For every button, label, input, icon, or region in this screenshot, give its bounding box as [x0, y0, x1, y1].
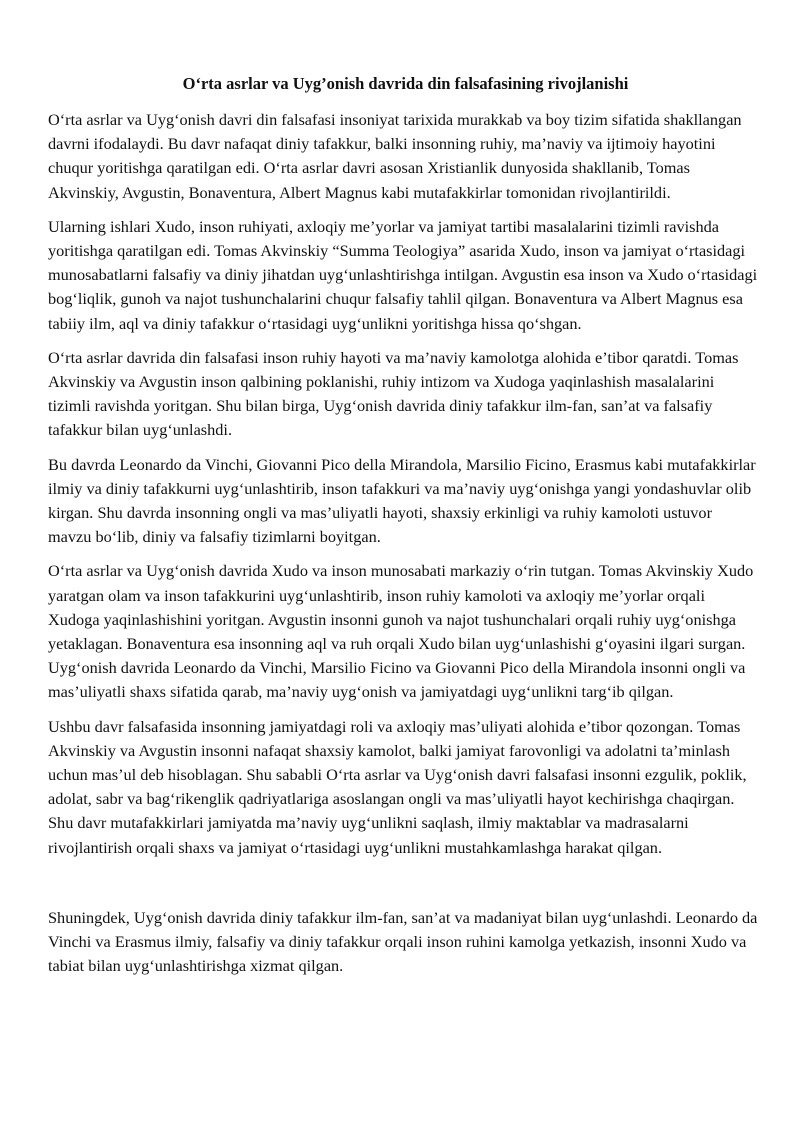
document-title: O‘rta asrlar va Uyg’onish davrida din falsafasining rivojlanishi — [182, 74, 629, 93]
document-page — [48, 72, 758, 989]
paragraph-3: O‘rta asrlar davrida din falsafasi inson ruhiy hayoti va ma’naviy kamolotga alohida e’tibor qaratdi. Tomas Akvinskiy va Avgustin inson qalbining poklanishi, ruhiy intizom va Xudoga yaqinlashish masalalarini tizimli ravishda yoritgan. Shu bilan birga, Uyg‘onish davrida diniy tafakkur ilm-fan, san’at va falsafiy tafakkur bilan uyg‘unlashdi. — [48, 347, 739, 440]
paragraph-6: Ushbu davr falsafasida insonning jamiyatdagi roli va axloqiy mas’uliyati alohida e’tibor qozongan. Tomas Akvinskiy va Avgustin insonni nafaqat shaxsiy kamolot, balki jamiyat farovonligi va adolatni ta’minlash uchun mas’ul deb hisoblagan. Shu sababli O‘rta asrlar va Uyg‘onish davri falsafasi insonni ezgulik, poklik, adolat, sabr va bag‘rikenglik qadriyatlariga asoslangan ongli va mas’uliyatli hayot kechirishga chaqirgan. Shu davr mutafakkirlari jamiyatda ma’naviy uyg‘unlikni saqlash, ilmiy maktablar va madrasalarni rivojlantirish orqali shaxs va jamiyat o‘rtasidagi uyg‘unlikni mustahkamlashga harakat qilgan. — [48, 716, 747, 857]
paragraph-4: Bu davrda Leonardo da Vinchi, Giovanni Pico della Mirandola, Marsilio Ficino, Erasmus kabi mutafakkirlar ilmiy va diniy tafakkurni uyg‘unlashtirib, inson tafakkuri va ma’naviy uyg‘onishga yangi yondashuvlar olib kirgan. Shu davrda insonning ongli va mas’uliyatli hayoti, shaxsiy erkinligi va ruhiy kamoloti ustuvor mavzu bo‘lib, diniy va falsafiy tizimlarni boyitgan. — [48, 454, 756, 547]
paragraph-2: Ularning ishlari Xudo, inson ruhiyati, axloqiy me’yorlar va jamiyat tartibi masalalarini tizimli ravishda yoritishga qaratilgan edi. Tomas Akvinskiy “Summa Teologiya” asarida Xudo, inson va jamiyat o‘rtasidagi munosabatlarni falsafiy va diniy jihatdan uyg‘unlashtirishga intilgan. Avgustin esa inson va Xudo o‘rtasidagi bog‘liqlik, gunoh va najot tushunchalarini chuqur falsafiy tahlil qilgan. Bonaventura va Albert Magnus esa tabiiy ilm, aql va diniy tafakkur o‘rtasidagi uyg‘unlikni yoritishga hissa qo‘shgan. — [48, 216, 758, 333]
paragraph-5: O‘rta asrlar va Uyg‘onish davrida Xudo va inson munosabati markaziy o‘rin tutgan. Tomas Akvinskiy Xudo yaratgan olam va inson tafakkurini uyg‘unlashtirib, inson ruhiy kamoloti va axloqiy me’yorlar orqali Xudoga yaqinlashishini yoritgan. Avgustin insonni gunoh va najot tushunchalari orqali ruhiy uyg‘onishga yetaklagan. Bonaventura esa insonning aql va ruh orqali Xudo bilan uyg‘unlashishi g‘oyasini ilgari surgan. Uyg‘onish davrida Leonardo da Vinchi, Marsilio Ficino va Giovanni Pico della Mirandola insonni ongli va mas’uliyatli shaxs sifatida qarab, ma’naviy uyg‘onish va jamiyatdagi uyg‘unlikni targ‘ib qilgan. — [48, 561, 754, 702]
paragraph-7: Shuningdek, Uyg‘onish davrida diniy tafakkur ilm-fan, san’at va madaniyat bilan uyg‘unlashdi. Leonardo da Vinchi va Erasmus ilmiy, falsafiy va diniy tafakkur orqali inson ruhini kamolga yetkazish, insonni Xudo va tabiat bilan uyg‘unlashtirishga xizmat qilgan. — [48, 907, 758, 976]
paragraph-1: O‘rta asrlar va Uyg‘onish davri din falsafasi insoniyat tarixida murakkab va boy tizim sifatida shakllangan davrni ifodalaydi. Bu davr nafaqat diniy tafakkur, balki insonning ruhiy, ma’naviy va ijtimoiy hayotini chuqur yoritishga qaratilgan edi. O‘rta asrlar davri asosan Xristianlik dunyosida shakllanib, Tomas Akvinskiy, Avgustin, Bonaventura, Albert Magnus kabi mutafakkirlar tomonidan rivojlantirildi. — [48, 110, 742, 202]
